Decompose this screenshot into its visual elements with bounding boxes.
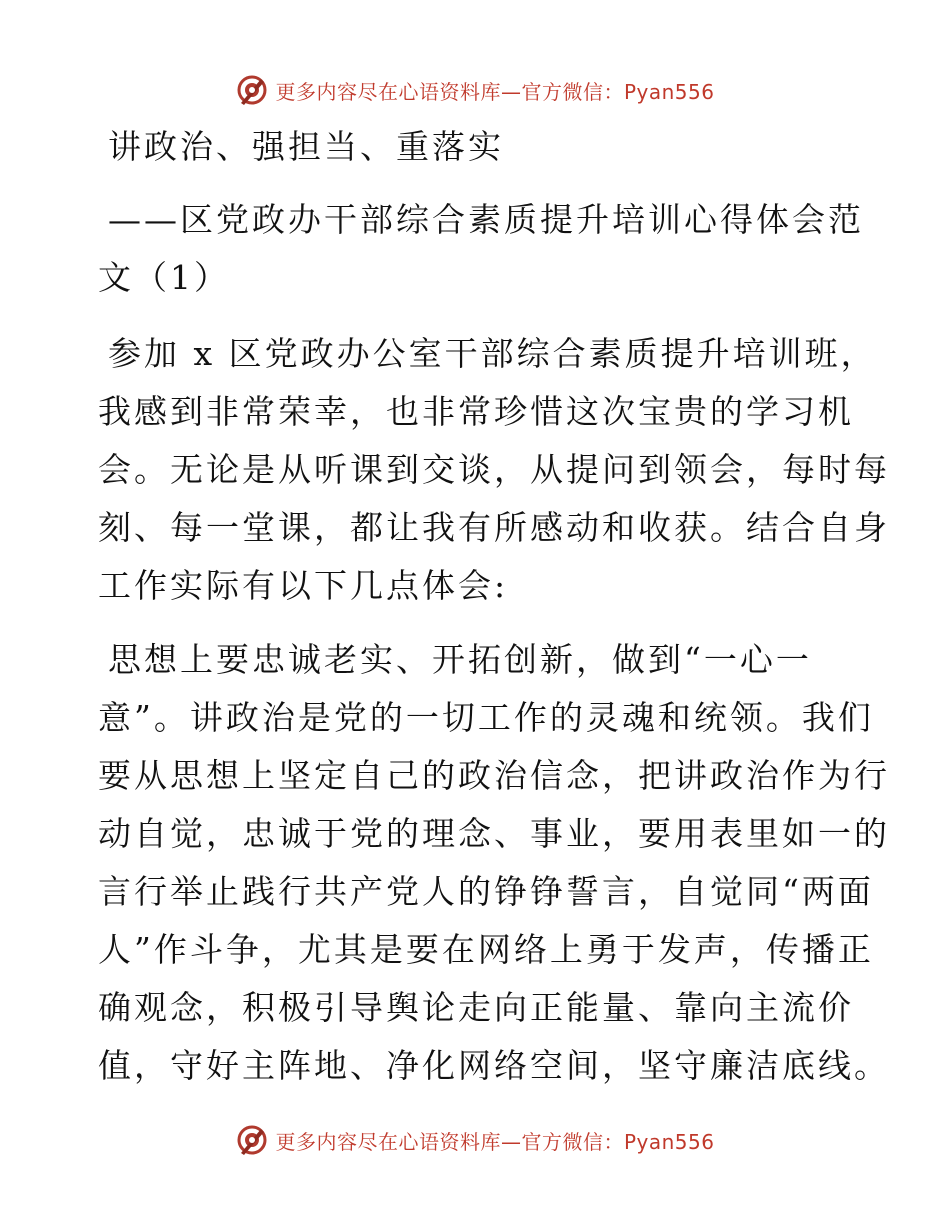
paragraph-1-line: 会。无论是从听课到交谈，从提问到领会，每时每: [98, 450, 890, 489]
paragraph-1-line: 我感到非常荣幸，也非常珍惜这次宝贵的学习机: [98, 392, 854, 431]
footer-banner-text: 更多内容尽在心语资料库—官方微信：Pyan556: [275, 1129, 715, 1154]
paragraph-2-line: 确观念，积极引导舆论走向正能量、靠向主流价: [98, 988, 854, 1027]
paragraph-2-line: 人”作斗争，尤其是要在网络上勇于发声，传播正: [98, 930, 874, 969]
paragraph-2-line: 思想上要忠诚老实、开拓创新，做到“一心一: [108, 640, 812, 679]
document-subtitle-line-2: 文（1）: [98, 258, 230, 297]
quill-seal-icon: [235, 73, 269, 107]
document-title: 讲政治、强担当、重落实: [108, 127, 504, 166]
paragraph-1-line: 工作实际有以下几点体会:: [98, 566, 509, 605]
paragraph-2-line: 动自觉，忠诚于党的理念、事业，要用表里如一的: [98, 814, 890, 853]
header-banner-text: 更多内容尽在心语资料库—官方微信：Pyan556: [275, 79, 715, 104]
paragraph-2-line: 值，守好主阵地、净化网络空间，坚守廉洁底线。: [98, 1046, 890, 1085]
header-banner: [0, 70, 950, 110]
paragraph-2-line: 言行举止践行共产党人的铮铮誓言，自觉同“两面: [98, 872, 874, 911]
document-subtitle-line-1: ——区党政办干部综合素质提升培训心得体会范: [108, 200, 864, 239]
paragraph-1-line: 刻、每一堂课，都让我有所感动和收获。结合自身: [98, 508, 890, 547]
paragraph-2-line: 意”。讲政治是党的一切工作的灵魂和统领。我们: [98, 698, 874, 737]
footer-banner: [0, 1120, 950, 1160]
paragraph-1-line: 参加 x 区党政办公室干部综合素质提升培训班，: [108, 334, 877, 373]
paragraph-2-line: 要从思想上坚定自己的政治信念，把讲政治作为行: [98, 756, 890, 795]
quill-seal-icon: [235, 1123, 269, 1157]
